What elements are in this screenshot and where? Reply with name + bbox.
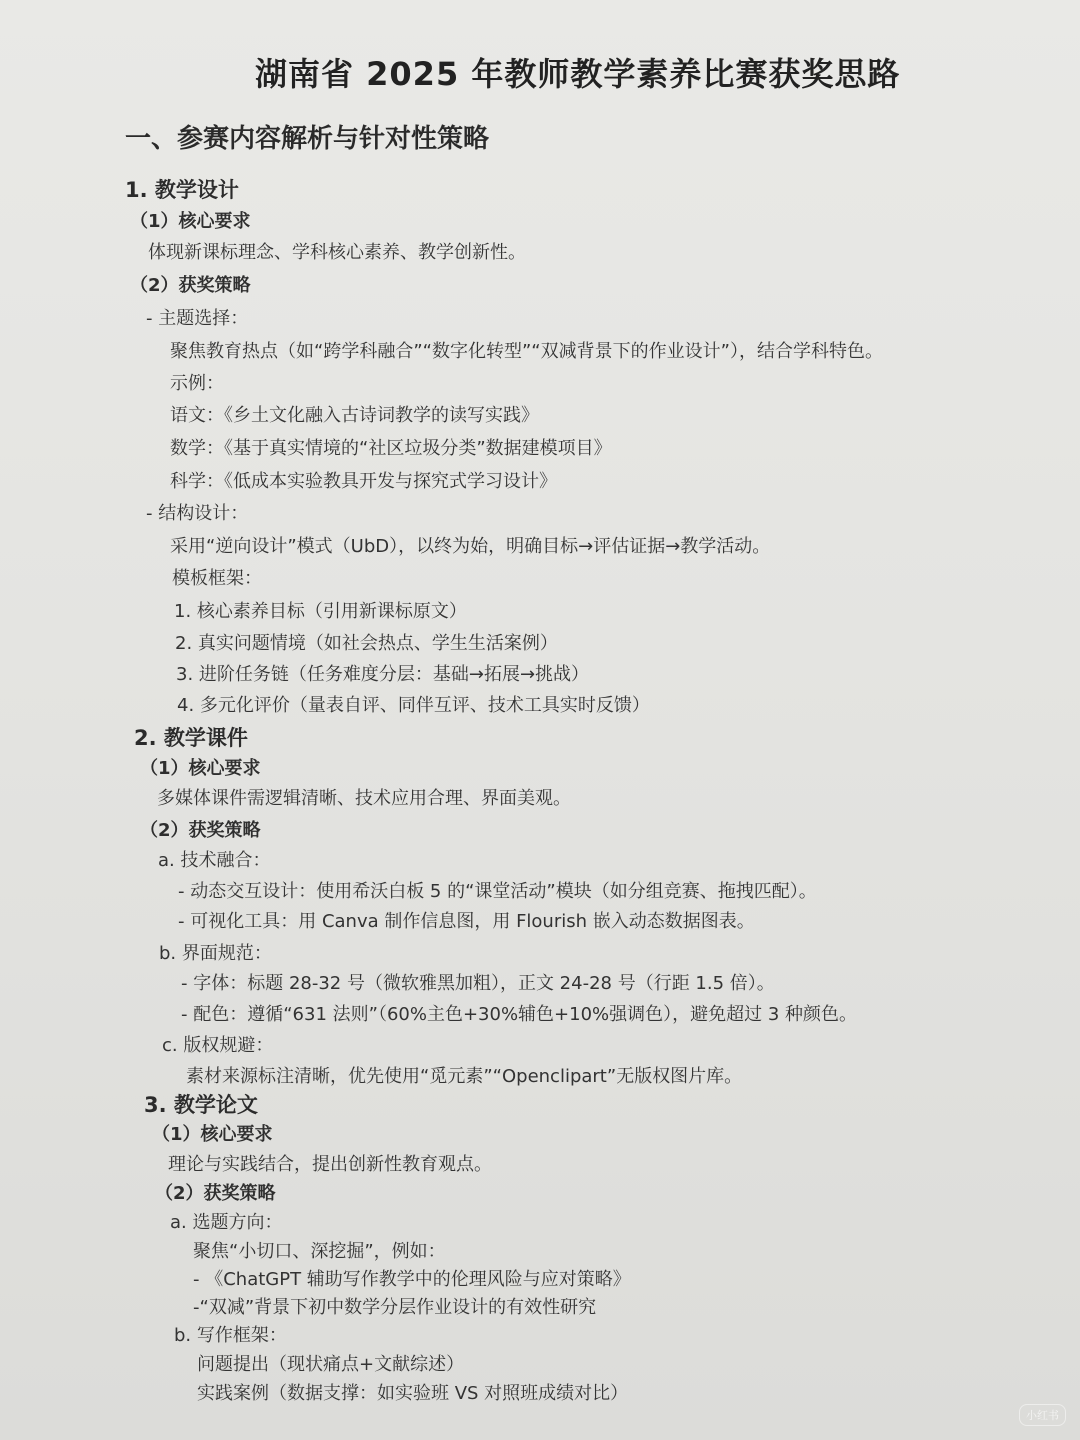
item-heading: （2）获奖策略 [140,820,261,841]
bullet-heading: a. 选题方向： [170,1212,283,1233]
example-line: 科学：《低成本实验教具开发与探究式学习设计》 [170,471,557,492]
subsection-heading: 3. 教学论文 [144,1093,258,1117]
item-heading: （1）核心要求 [130,211,251,232]
bullet-heading: c. 版权规避： [162,1035,274,1056]
list-item: -“双减”背景下初中数学分层作业设计的有效性研究 [193,1297,597,1318]
body-text: 模板框架： [172,568,262,589]
list-item: - 字体：标题 28-32 号（微软雅黑加粗），正文 24-28 号（行距 1.5 倍）。 [181,973,775,994]
body-text: 聚焦“小切口、深挖掘”，例如： [193,1241,446,1262]
list-item: 4. 多元化评价（量表自评、同伴互评、技术工具实时反馈） [177,695,650,716]
list-item: - 可视化工具：用 Canva 制作信息图，用 Flourish 嵌入动态数据图表。 [178,911,755,932]
bullet-heading: - 结构设计： [146,503,249,524]
body-text: 体现新课标理念、学科核心素养、教学创新性。 [148,242,526,263]
item-heading: （2）获奖策略 [130,275,251,296]
list-item: 实践案例（数据支撑：如实验班 VS 对照班成绩对比） [197,1383,629,1404]
bullet-heading: b. 写作框架： [174,1325,287,1346]
document-title: 湖南省 2025 年教师教学素养比赛获奖思路 [255,55,901,93]
body-text: 素材来源标注清晰，优先使用“觅元素”“Openclipart”无版权图片库。 [186,1066,743,1087]
subsection-heading: 1. 教学设计 [125,178,239,202]
list-item: 2. 真实问题情境（如社会热点、学生生活案例） [175,633,558,654]
bullet-heading: a. 技术融合： [158,850,271,871]
body-text: 聚焦教育热点（如“跨学科融合”“数字化转型”“双减背景下的作业设计”），结合学科特色。 [170,341,883,362]
list-item: - 《ChatGPT 辅助写作教学中的伦理风险与应对策略》 [193,1269,631,1290]
example-line: 语文：《乡土文化融入古诗词教学的读写实践》 [170,405,539,426]
bullet-heading: b. 界面规范： [159,943,272,964]
body-text: 理论与实践结合，提出创新性教育观点。 [168,1154,492,1175]
subsection-heading: 2. 教学课件 [134,726,248,750]
body-text: 采用“逆向设计”模式（UbD），以终为始，明确目标→评估证据→教学活动。 [170,536,771,557]
list-item: 3. 进阶任务链（任务难度分层：基础→拓展→挑战） [176,664,590,685]
list-item: 问题提出（现状痛点+文献综述） [197,1354,465,1375]
list-item: - 动态交互设计：使用希沃白板 5 的“课堂活动”模块（如分组竞赛、拖拽匹配）。 [178,881,817,902]
section-heading: 一、参赛内容解析与针对性策略 [125,124,490,154]
list-item: 1. 核心素养目标（引用新课标原文） [174,601,467,622]
body-text: 多媒体课件需逻辑清晰、技术应用合理、界面美观。 [157,788,571,809]
item-heading: （1）核心要求 [140,758,261,779]
body-text: 示例： [170,373,224,394]
example-line: 数学：《基于真实情境的“社区垃圾分类”数据建模项目》 [170,438,612,459]
item-heading: （2）获奖策略 [155,1183,276,1204]
bullet-heading: - 主题选择： [146,308,249,329]
item-heading: （1）核心要求 [152,1124,273,1145]
list-item: - 配色：遵循“631 法则”（60%主色+30%辅色+10%强调色），避免超过 3 种颜色。 [181,1004,858,1025]
watermark-logo: 小红书 [1019,1404,1066,1426]
